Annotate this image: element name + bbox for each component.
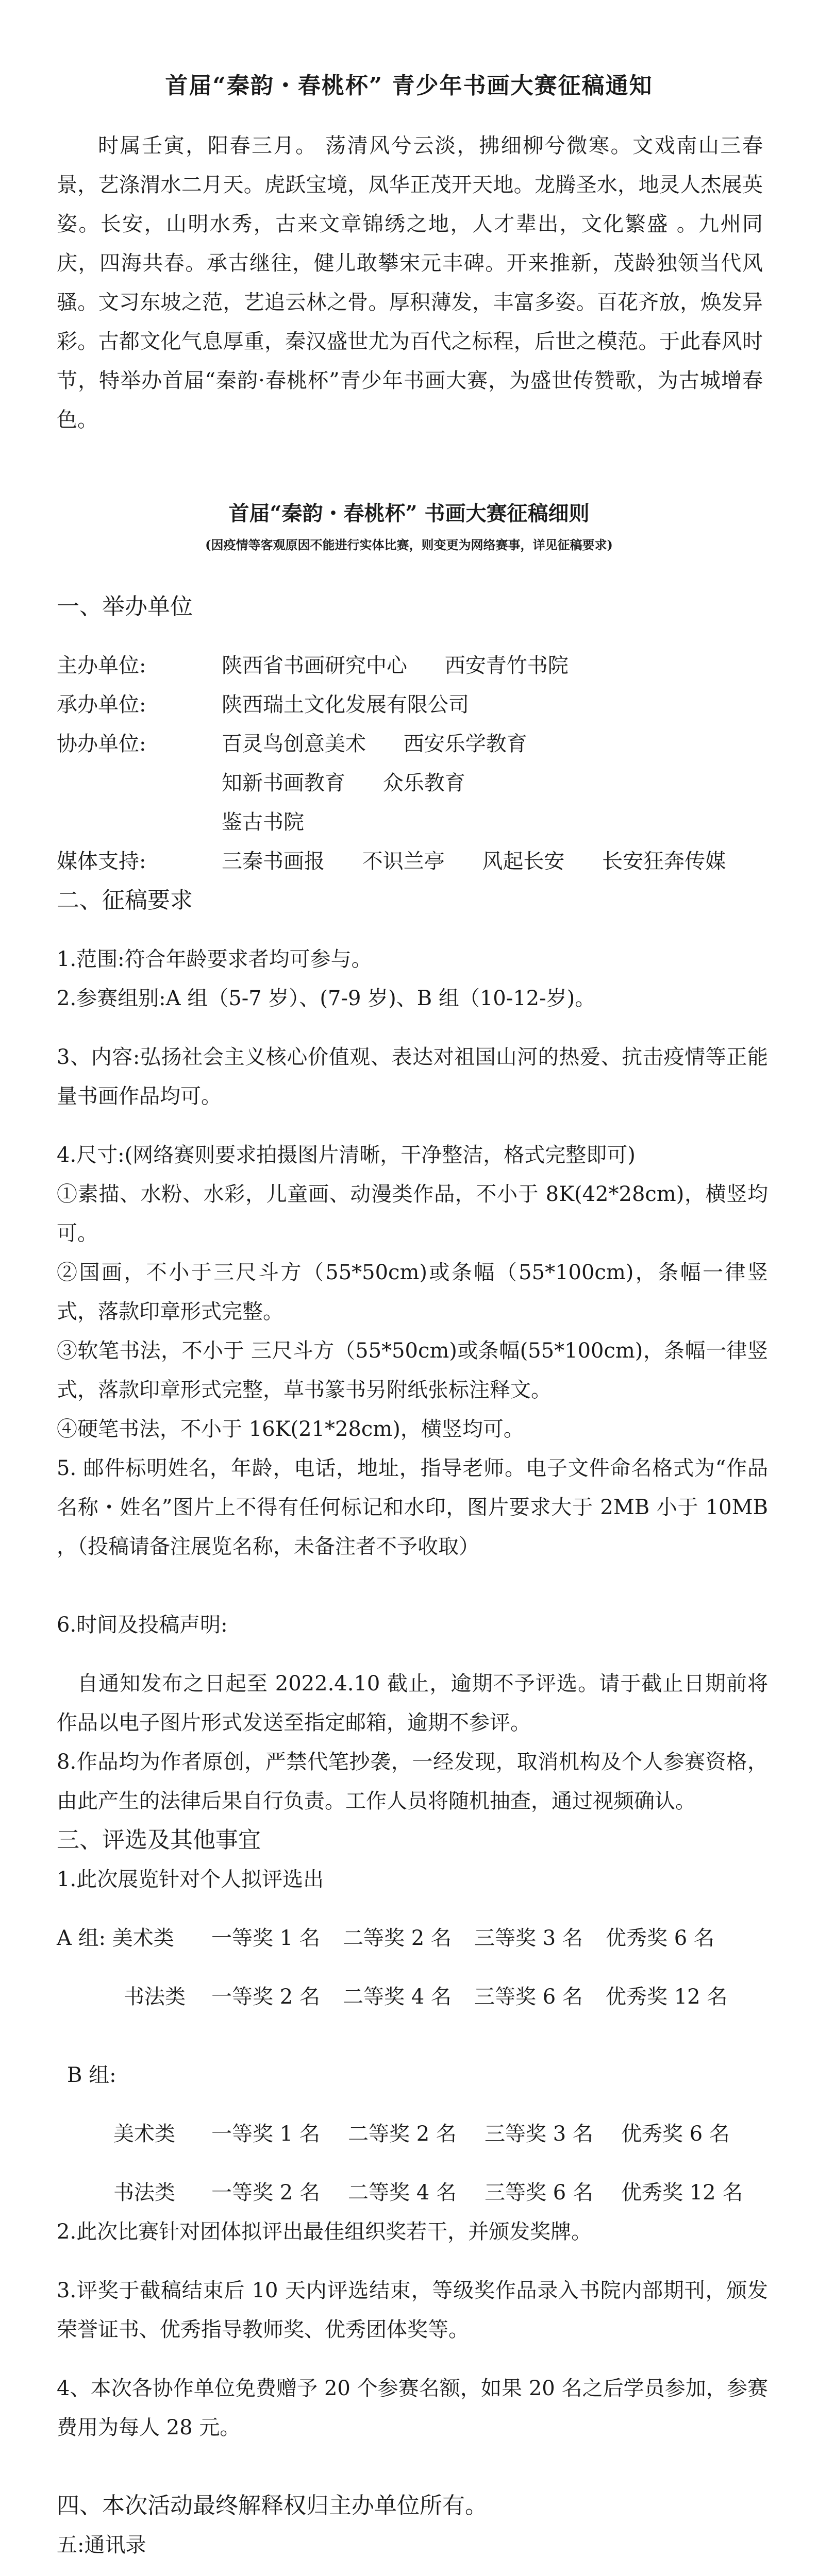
assist-label: 协办单位:: [57, 732, 146, 756]
prize-item: 三等奖 3 名: [474, 1926, 583, 1950]
prize-item: 一等奖 1 名: [211, 2122, 320, 2146]
host-org: 西安青竹书院: [444, 654, 569, 677]
prize-item: 优秀奖 6 名: [621, 2122, 730, 2146]
req-size-painting: ②国画，不小于三尺斗方（55*50cm)或条幅（55*100cm)，条幅一律竖式，落款印章形式完整。: [57, 1261, 768, 1324]
undertake-label: 承办单位:: [57, 693, 146, 717]
prize-item: 三等奖 6 名: [474, 1985, 583, 2009]
media-org: 三秦书画报: [222, 850, 325, 873]
media-org: 风起长安: [482, 850, 565, 873]
undertake-row: [57, 685, 768, 724]
prize-row-a-art: [57, 1919, 768, 1958]
prize-item: 二等奖 2 名: [343, 1926, 452, 1950]
prize-item: 优秀奖 6 名: [606, 1926, 714, 1950]
prize-row-b-art: [57, 2114, 768, 2154]
prize-row-b-calligraphy: [57, 2173, 768, 2212]
intro-paragraph: 时属壬寅，阳春三月。 荡清风兮云淡，拂细柳兮微寒。文戏南山三春景，艺涤渭水二月天。虎跃宝境，凤华正茂开天地。龙腾圣水，地灵人杰展英姿。长安，山明水秀，古来文章锦绣之地，人才辈出，文化繁盛 。九州同庆，四海共春。承古继往，健儿敢攀宋元丰碑。开来推新，茂龄独领当代风骚。文习东坡之范，艺追云林之骨。厚积薄发，丰富多姿。百花齐放，焕发异彩。古都文化气息厚重，秦汉盛世尤为百代之标程，后世之模范。于此春风时节，特举办首届“秦韵·春桃杯”青少年书画大赛，为盛世传赞歌，为古城增春色。: [57, 134, 763, 432]
prize-group-b-label: B 组:: [67, 2063, 116, 2087]
prize-item: 一等奖 2 名: [211, 2181, 320, 2205]
req-item-2: 2.参赛组别:A 组（5-7 岁）、(7-9 岁)、B 组（10-12-岁)。: [57, 987, 596, 1010]
req-item-5: 5. 邮件标明姓名，年龄，电话，地址，指导老师。电子文件命名格式为“作品名称・姓名”图片上不得有任何标记和水印，图片要求大于 2MB 小于 10MB ，（投稿请备注展览名称，未备注者不予收取）: [57, 1456, 768, 1558]
undertake-org: 陕西瑞土文化发展有限公司: [222, 693, 469, 717]
assist-org: 西安乐学教育: [403, 732, 527, 756]
req-item-6: 6.时间及投稿声明:: [57, 1613, 228, 1637]
assist-org: 众乐教育: [382, 771, 465, 795]
prize-item: 二等奖 2 名: [348, 2122, 457, 2146]
req-item-6-text: 自通知发布之日起至 2022.4.10 截止，逾期不予评选。请于截止日期前将作品以电子图片形式发送至指定邮箱，逾期不参评。: [57, 1672, 768, 1735]
req-size-drawing: ①素描、水粉、水彩，儿童画、动漫类作品，不小于 8K(42*28cm)，横竖均可。: [57, 1182, 768, 1245]
prize-group-label: A 组: 美术类: [57, 1926, 174, 1950]
host-label: 主办单位:: [57, 654, 146, 677]
req-size-brush-calligraphy: ③软笔书法，不小于 三尺斗方（55*50cm)或条幅(55*100cm)，条幅一律竖式，落款印章形式完整，草书篆书另附纸张标注释文。: [57, 1339, 768, 1402]
prize-item: 优秀奖 12 名: [621, 2181, 743, 2205]
assist-row: [57, 724, 768, 764]
section-organizers-heading: 一、举办单位: [57, 594, 193, 620]
notice-title: 首届“秦韵・春桃杯” 青少年书画大赛征稿通知: [165, 73, 653, 99]
prize-item: 一等奖 2 名: [211, 1985, 320, 2009]
media-label: 媒体支持:: [57, 850, 146, 873]
section-interpretation-heading: 四、本次活动最终解释权归主办单位所有。: [57, 2493, 488, 2519]
prize-item: 二等奖 4 名: [343, 1985, 452, 2009]
media-org: 长安狂奔传媒: [602, 850, 726, 873]
assist-org: 鉴古书院: [222, 810, 304, 834]
assist-org: 百灵鸟创意美术: [222, 732, 366, 756]
prize-item: 优秀奖 12 名: [606, 1985, 728, 2009]
prize-row-a-calligraphy: [57, 1977, 768, 2016]
judge-item-1: 1.此次展览针对个人拟评选出: [57, 1868, 324, 1891]
section-contacts-heading: 五:通讯录: [57, 2533, 146, 2557]
prize-category-label: 美术类: [113, 2122, 175, 2146]
rules-note: (因疫情等客观原因不能进行实体比赛，则变更为网络赛事，详见征稿要求): [205, 537, 613, 552]
judge-item-3: 3.评奖于截稿结束后 10 天内评选结束，等级奖作品录入书院内部期刊，颁发荣誉证书、优秀指导教师奖、优秀团体奖等。: [57, 2279, 768, 2342]
judge-item-2: 2.此次比赛针对团体拟评出最佳组织奖若干，并颁发奖牌。: [57, 2220, 592, 2244]
prize-item: 一等奖 1 名: [211, 1926, 320, 1950]
req-item-3: 3、内容:弘扬社会主义核心价值观、表达对祖国山河的热爱、抗击疫情等正能量书画作品均可。: [57, 1045, 768, 1108]
assist-org: 知新书画教育: [222, 771, 345, 795]
rules-title: 首届“秦韵・春桃杯” 书画大赛征稿细则: [228, 501, 590, 526]
section-requirements-heading: 二、征稿要求: [57, 887, 193, 913]
req-item-8: 8.作品均为作者原创，严禁代笔抄袭，一经发现，取消机构及个人参赛资格，由此产生的法律后果自行负责。工作人员将随机抽查，通过视频确认。: [57, 1750, 768, 1813]
prize-item: 二等奖 4 名: [348, 2181, 457, 2205]
assist-row-2: [57, 764, 768, 803]
media-org: 不识兰亭: [362, 850, 445, 873]
req-item-1: 1.范围:符合年龄要求者均可参与。: [57, 947, 372, 971]
rules-body: [57, 587, 768, 2576]
intro-section: [57, 126, 763, 439]
req-size-pen-calligraphy: ④硬笔书法，不小于 16K(21*28cm)，横竖均可。: [57, 1417, 524, 1441]
prize-category-label: 书法类: [124, 1985, 186, 2009]
assist-row-3: [57, 803, 768, 842]
host-row: [57, 646, 768, 685]
prize-item: 三等奖 6 名: [485, 2181, 593, 2205]
judge-item-4: 4、本次各协作单位免费赠予 20 个参赛名额，如果 20 名之后学员参加，参赛费用为每人 28 元。: [57, 2377, 768, 2439]
media-row: [57, 842, 768, 881]
host-org: 陕西省书画研究中心: [222, 654, 407, 677]
req-item-4: 4.尺寸:(网络赛则要求拍摄图片清晰，干净整洁，格式完整即可): [57, 1143, 636, 1167]
prize-category-label: 书法类: [113, 2181, 175, 2205]
prize-item: 三等奖 3 名: [485, 2122, 593, 2146]
section-judging-heading: 三、评选及其他事宜: [57, 1827, 261, 1853]
